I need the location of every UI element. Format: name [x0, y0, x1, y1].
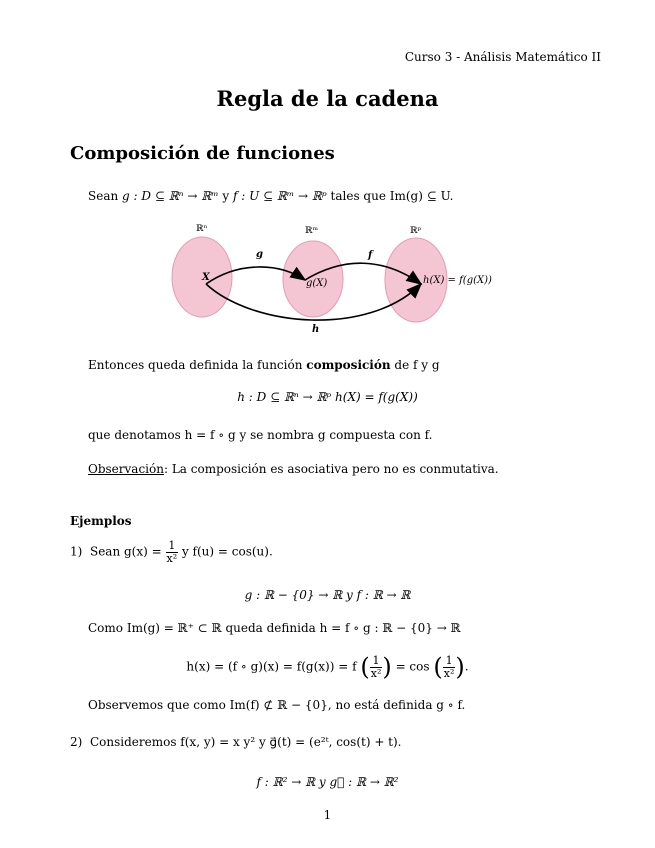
set-rp-label: ℝᵖ: [410, 226, 422, 236]
page-number: 1: [323, 808, 332, 822]
set-rn-label: ℝⁿ: [196, 224, 208, 234]
point-hx-label: h(X) = f(g(X)): [423, 275, 492, 286]
paren-open-2: (: [433, 653, 443, 682]
composition-denote: que denotamos h = f ∘ g y se nombra g compuesta con f.: [88, 428, 433, 442]
intro-g-map: g : D ⊆ ℝⁿ → ℝᵐ: [122, 189, 219, 203]
example-1-como: Como Im(g) = ℝ⁺ ⊂ ℝ queda definida h = f ∘ g : ℝ − {0} → ℝ: [88, 621, 461, 635]
composition-formula-text: h : D ⊆ ℝⁿ → ℝᵖ h(X) = f(g(X)): [237, 390, 418, 404]
example-2-text: Consideremos f(x, y) = x y² y g⃗(t) = (e²ᵗ, cos(t) + t).: [89, 735, 402, 749]
example-2-line: [70, 735, 402, 749]
composition-text-before: Entonces queda definida la función: [88, 358, 303, 372]
intro-y: y: [222, 189, 230, 203]
intro-f-map: f : U ⊆ ℝᵐ → ℝᵖ: [233, 189, 327, 203]
point-x-label: X: [202, 272, 210, 283]
observation-text: : La composición es asociativa pero no es conmutativa.: [163, 462, 499, 476]
paren-close-2: ): [455, 653, 465, 682]
observation: [88, 462, 499, 476]
observation-label: Observación: [88, 462, 164, 476]
example-1-frac-den: x²: [166, 551, 178, 565]
example-1-hx-mid: = cos: [395, 659, 430, 674]
example-1-observemos: Observemos que como Im(f) ⊄ ℝ − {0}, no está definida g ∘ f.: [88, 698, 466, 712]
arrow-f-label: f: [368, 250, 373, 261]
example-1-number: 1): [70, 544, 83, 559]
example-2-number: 2): [70, 735, 83, 749]
section-heading: Composición de funciones: [70, 143, 335, 164]
example-1-sean: Sean g(x) =: [89, 544, 162, 559]
example-1-maps-text: g : ℝ − {0} → ℝ y f : ℝ → ℝ: [244, 588, 411, 602]
example-1-line: [70, 540, 273, 564]
hx-frac-2-den: x²: [443, 666, 455, 680]
paren-close-1: ): [382, 653, 392, 682]
example-1-hx-frac-2: [443, 655, 456, 679]
hx-frac-2-num: 1: [443, 655, 456, 668]
composition-intro: [88, 358, 440, 372]
composition-bold-word: composición: [306, 358, 391, 372]
examples-heading: Ejemplos: [70, 514, 132, 528]
course-header: Curso 3 - Análisis Matemático II: [404, 50, 601, 64]
composition-diagram: [168, 222, 523, 337]
point-gx-label: g(X): [306, 278, 328, 289]
example-2-maps: [0, 775, 655, 789]
hx-frac-1-num: 1: [370, 655, 383, 668]
example-1-hx-formula: [0, 653, 655, 682]
composition-formula: [0, 390, 655, 404]
example-1-rest: y f(u) = cos(u).: [181, 544, 273, 559]
paren-open-1: (: [360, 653, 370, 682]
intro-sean: Sean: [88, 189, 119, 203]
intro-tales: tales que Im(g) ⊆ U.: [330, 189, 454, 203]
page-title: Regla de la cadena: [216, 86, 439, 111]
hx-frac-1-den: x²: [370, 666, 382, 680]
arrow-g-label: g: [256, 249, 263, 260]
example-1-frac-num: 1: [166, 540, 179, 553]
intro-line: [88, 189, 453, 203]
example-2-maps-text: f : ℝ² → ℝ y g⃗ : ℝ → ℝ²: [256, 775, 399, 789]
example-1-hx-left: h(x) = (f ∘ g)(x) = f(g(x)) = f: [186, 659, 357, 674]
arrow-h-label: h: [312, 324, 320, 335]
set-rm-label: ℝᵐ: [305, 226, 318, 236]
example-1-hx-frac-1: [370, 655, 383, 679]
example-1-fraction: [166, 540, 179, 564]
example-1-maps: [0, 588, 655, 602]
composition-text-after: de f y g: [394, 358, 440, 372]
example-1-hx-end: .: [464, 659, 469, 674]
